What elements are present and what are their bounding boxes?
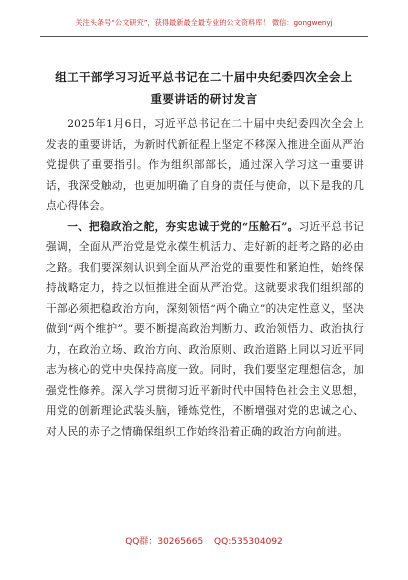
title-line-2: 重要讲话的研讨发言 xyxy=(150,92,258,106)
section-1-body: 习近平总书记强调，全面从严治党是党永葆生机活力、走好新的赶考之路的必由之路。我们要深刻认识到全面从严治党的重要性和紧迫性，始终保持战略定力，持之以恒推进全面从严治党。这就要求我们组织部的干部必须把稳政治方向，深刻领悟“两个确立”的决定性意义，坚决做到“两个维护”。要不断提高政治判断力、政治领悟力、政治执行力，在政治立场、政治方向、政治原则、政治道路上同以习近平同志为核心的党中央保持高度一致。同时，我们要坚定理想信念，加强党性修养。深入学习贯彻习近平新时代中国特色社会主义思想，用党的创新理论武装头脑，锤炼党性，不断增强对党的忠诚之心、对人民的赤子之情确保组织工作始终沿着正确的政治方向前进。 xyxy=(46,220,365,438)
intro-paragraph: 2025年1月6日，习近平总书记在二十届中央纪委四次全会上发表的重要讲话，为新时代新征程上坚定不移深入推进全面从严治党提供了重要指引。作为组织部部长，通过深入学习这一重要讲话，我深受触动，也更加明确了自身的责任与使命，以下是我的几点心得体会。 xyxy=(46,118,364,212)
title-line-1: 组工干部学习习近平总书记在二十届中央纪委四次全会上 xyxy=(55,70,353,84)
footer-qq: QQ:535304092 xyxy=(214,537,283,547)
section-1-heading: 一、把稳政治之舵，夯实忠诚于党的“压舱石”。 xyxy=(67,220,299,233)
footer-qq-group: QQ群：30265665 xyxy=(125,537,204,547)
document-title xyxy=(30,66,378,110)
document-body xyxy=(46,114,364,442)
header-divider xyxy=(40,36,368,37)
promo-header: 关注头条号“公文研究”，获得最新最全最专业的公文资料库！ 微信：gongwenyj xyxy=(75,18,333,27)
footer-contact xyxy=(0,534,408,547)
section-1-paragraph xyxy=(46,217,364,443)
